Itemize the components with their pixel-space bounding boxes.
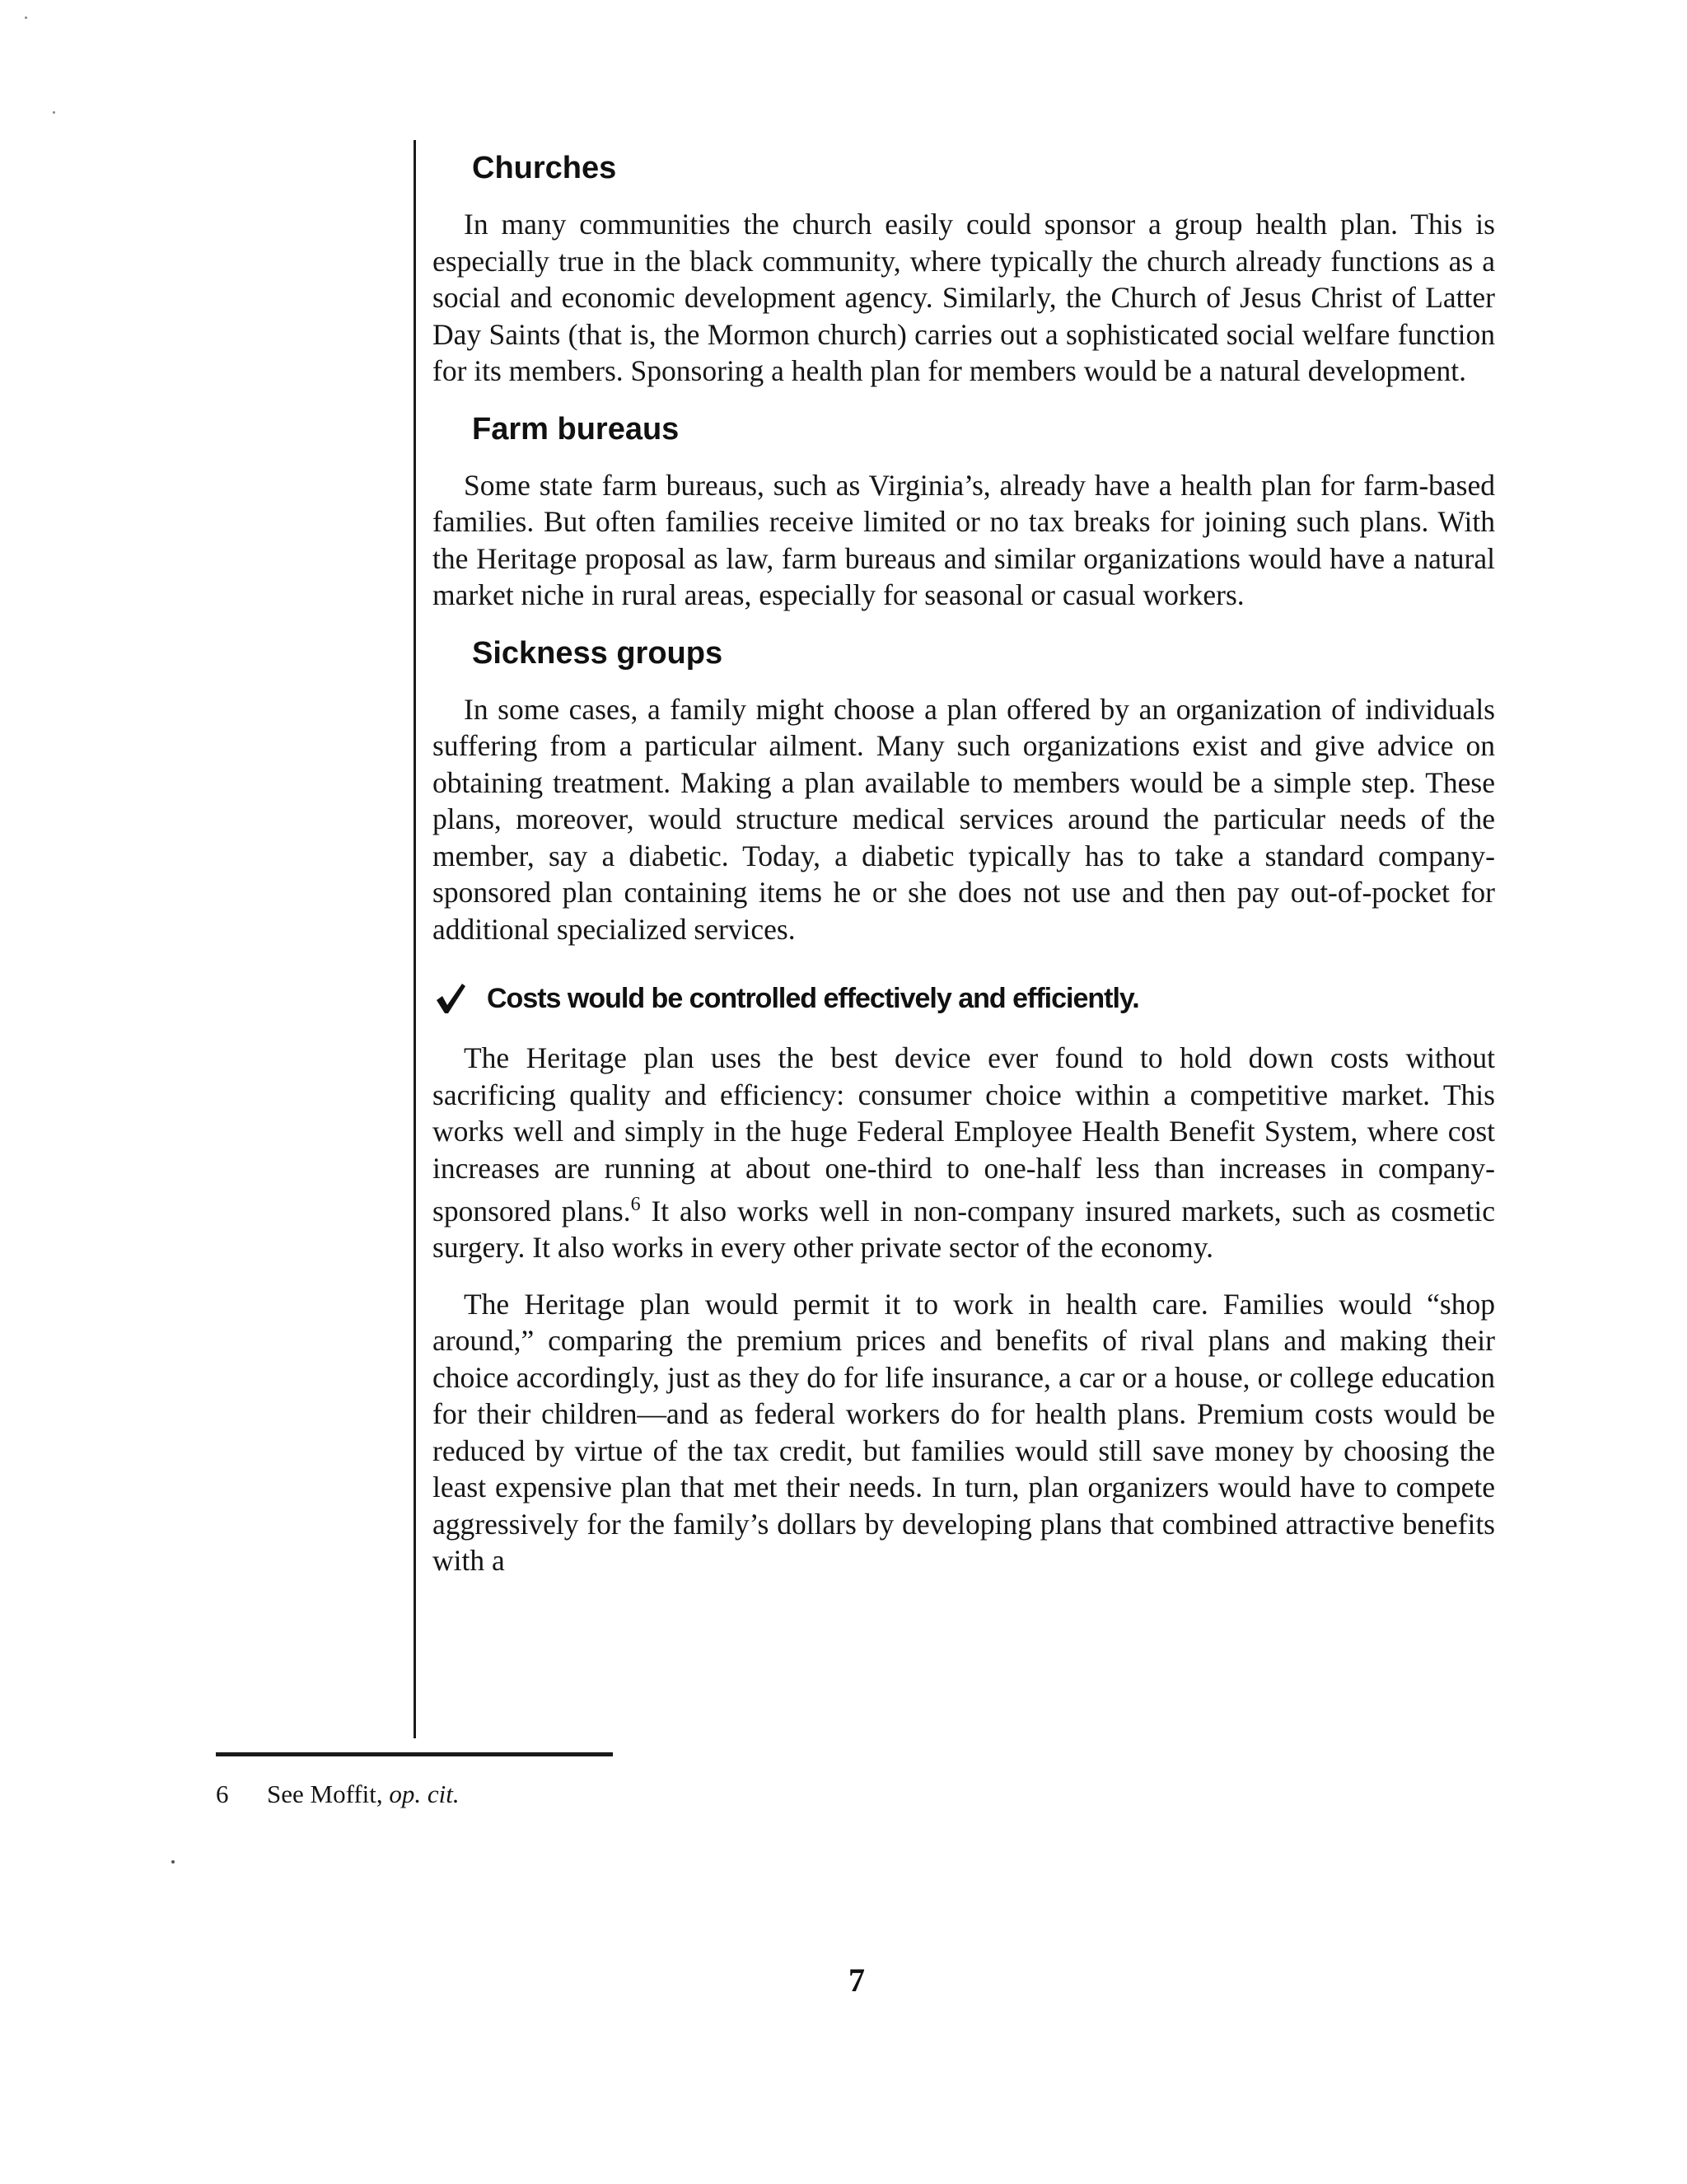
footnote-citation: op. cit. bbox=[389, 1779, 460, 1808]
costs-text-before-footnote: The Heritage plan uses the best device ever found to hold down costs without sacrificing quality and efficiency: consumer choice within a competitive market. This works well and simply in the huge Federal Employee Health Benefit System, where cost increases are running at about one-third to one-half less than increases in company-sponsored plans. bbox=[432, 1041, 1495, 1228]
paragraph-costs-2: The Heritage plan would permit it to work in health care. Families would “shop around,” comparing the premium prices and benefits of rival plans and making their choice accordingly, just as they do for life insurance, a car or a house, or college education for their children—and as federal workers do for health plans. Premium costs would be reduced by virtue of the tax credit, but families would still save money by choosing the least expensive plan that met their needs. In turn, plan organizers would have to compete aggressively for the family’s dollars by developing plans that combined attractive benefits with a bbox=[432, 1287, 1495, 1578]
paragraph-sickness-groups: In some cases, a family might choose a plan offered by an organization of individuals suffering from a particular ailment. Many such organizations exist and give advice on obtaining treatment. Making a plan available to members would be a simple step. These plans, moreover, would structure medical services around the particular needs of the member, say a diabetic. Today, a diabetic typically has to take a standard company-sponsored plan containing items he or she does not use and then pay out-of-pocket for additional specialized services. bbox=[432, 692, 1495, 946]
paragraph-churches: In many communities the church easily could sponsor a group health plan. This is especially true in the black community, where typically the church already functions as a social and economic development agency. Similarly, the Church of Jesus Christ of Latter Day Saints (that is, the Mormon church) carries out a sophisticated social welfare function for its members. Sponsoring a health plan for members would be a natural development. bbox=[432, 208, 1495, 387]
page-number: 7 bbox=[848, 1962, 865, 1999]
main-content bbox=[432, 147, 1495, 1579]
scan-speck bbox=[25, 16, 27, 19]
check-point-text: Costs would be controlled effectively and efficiently. bbox=[487, 982, 1139, 1014]
checkmark-icon bbox=[434, 982, 467, 1015]
footnote-reference: 6 bbox=[630, 1194, 641, 1215]
heading-farm-bureaus: Farm bureaus bbox=[472, 411, 680, 447]
check-point bbox=[432, 982, 1495, 1015]
footnote-rule bbox=[216, 1752, 613, 1756]
footnote-text: See Moffit, bbox=[267, 1779, 383, 1808]
margin-rule bbox=[414, 140, 416, 1738]
heading-churches: Churches bbox=[472, 151, 617, 185]
costs-text-after-footnote: It also works well in non-company insured markets, such as cosmetic surgery. It also works in every other private sector of the economy. bbox=[432, 1194, 1495, 1265]
footnote-number: 6 bbox=[216, 1779, 229, 1808]
paragraph-costs-1 bbox=[432, 1040, 1495, 1266]
paragraph-farm-bureaus: Some state farm bureaus, such as Virginia’s, already have a health plan for farm-based families. But often families receive limited or no tax breaks for joining such plans. With the Heritage proposal as law, farm bureaus and similar organizations would have a natural market niche in rural areas, especially for seasonal or casual workers. bbox=[432, 468, 1495, 611]
heading-sickness-groups: Sickness groups bbox=[472, 635, 723, 671]
footnote bbox=[216, 1779, 460, 1809]
scan-speck bbox=[53, 111, 55, 114]
scan-speck bbox=[171, 1860, 175, 1864]
